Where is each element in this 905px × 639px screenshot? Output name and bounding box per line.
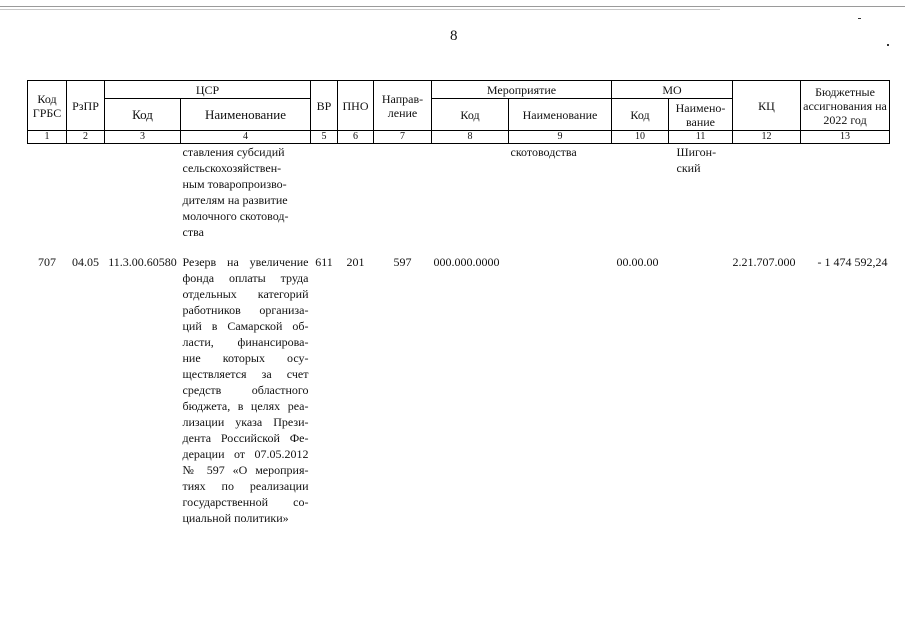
header-mer-name: Наименование [509,99,612,131]
header-kod-grbs: Код ГРБС [28,81,67,131]
header-mo-name: Наимено- вание [669,99,733,131]
cell-mer-kod [432,144,509,241]
column-number: 11 [669,131,733,144]
cell-rzpr: 04.05 [72,255,99,269]
cell-kc [733,144,801,241]
column-number: 13 [801,131,890,144]
header-napravlenie: Направ- ление [374,81,432,131]
column-number: 10 [612,131,669,144]
cell-kc: 2.21.707.000 [732,255,796,269]
cell-napr: 597 [393,255,412,269]
cell-grbs: 707 [38,255,56,269]
budget-table [27,80,890,526]
column-number-row [28,131,890,144]
header-mo-kod: Код [612,99,669,131]
cell-rzpr [67,144,105,241]
header-rzpr: РзПР [67,81,105,131]
cell-mo-name: Шигон- ский [676,145,717,175]
column-number: 12 [733,131,801,144]
column-number: 8 [432,131,509,144]
top-rule [0,6,905,7]
cell-vr [311,144,338,241]
header-pno: ПНО [338,81,374,131]
header-vr: ВР [311,81,338,131]
cell-mo-kod [612,144,669,241]
column-number: 1 [28,131,67,144]
header-csr-name: Наименование [181,99,311,131]
top-rule-secondary [0,9,720,10]
cell-csr-kod [105,144,181,241]
cell-pno [338,144,374,241]
cell-mo-name [669,254,733,526]
cell-amount [801,144,890,241]
cell-grbs [28,144,67,241]
column-number: 6 [338,131,374,144]
table-row [28,144,890,241]
page-number: 8 [450,28,458,44]
scan-speck [858,18,861,19]
column-number: 7 [374,131,432,144]
scan-speck [887,44,889,46]
column-number: 2 [67,131,105,144]
cell-mer-name: скотоводства [510,145,577,159]
cell-csr-name: ставления субсидий сельскохозяйствен- ным товаропроизво- дителям на развитие молочного скотовод- ства [182,145,289,239]
header-budget: Бюджетные ассигнования на 2022 год [801,81,890,131]
cell-napr [374,144,432,241]
cell-pno: 201 [346,255,365,269]
cell-mer-kod: 000.000.0000 [433,255,500,269]
header-csr: ЦСР [105,81,311,99]
header-mer-kod: Код [432,99,509,131]
column-number: 5 [311,131,338,144]
column-number: 9 [509,131,612,144]
header-meropriyatie: Мероприятие [432,81,612,99]
cell-amount: - 1 474 592,24 [817,255,888,269]
cell-mo-kod: 00.00.00 [616,255,659,269]
cell-mer-name [509,254,612,526]
header-csr-kod: Код [105,99,181,131]
header-mo: МО [612,81,733,99]
column-number: 3 [105,131,181,144]
column-number: 4 [181,131,311,144]
cell-vr: 611 [315,255,333,269]
cell-csr-name: Резерв на увеличение фонда оплаты труда отдельных категорий работников организа- ций в Самарской об- ласти, финансирова- ние которых осу- ществляется за счет средств областного бюджета, в целях реа- лизации указа Прези- дента Российской Фе- дерации от 07.05.2012 № 597 «О мероприя- тиях по реализации государственной со- циальной политики» [182,255,309,525]
header-kc: КЦ [733,81,801,131]
cell-csr-kod: 11.3.00.60580 [108,255,177,269]
table-row [28,254,890,526]
